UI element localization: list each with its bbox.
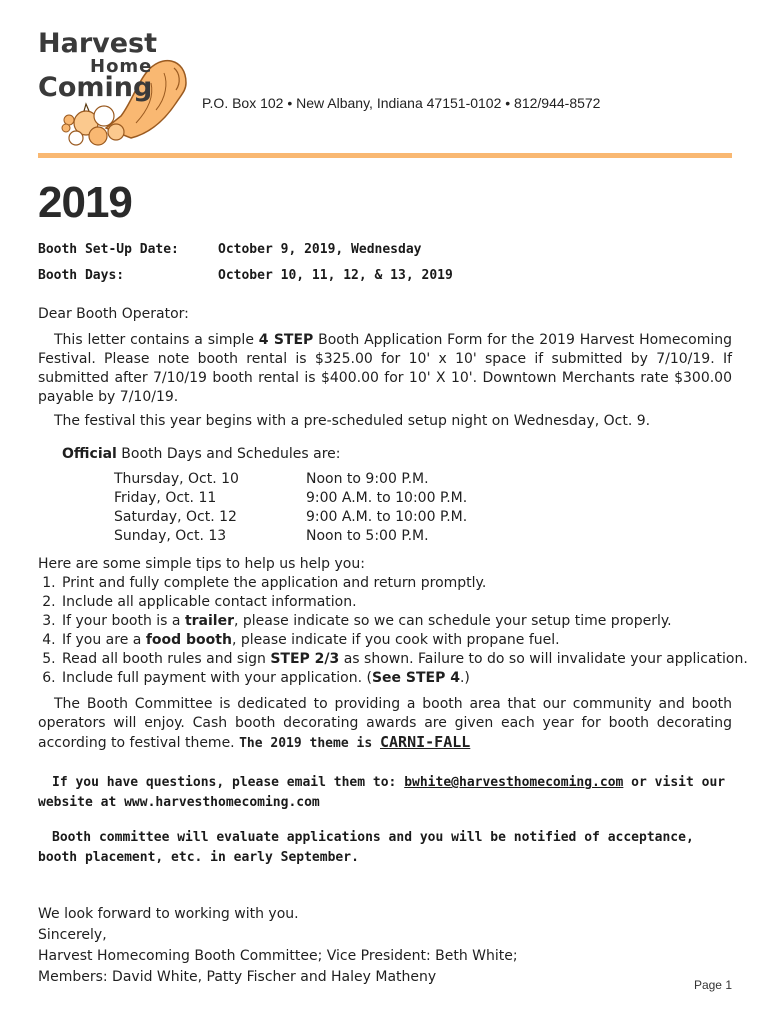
setup-date-value: October 9, 2019, Wednesday	[218, 242, 422, 257]
harvest-homecoming-logo	[36, 28, 196, 158]
intro-bold: 4 STEP	[258, 332, 314, 348]
tip-text: If your booth is a	[62, 613, 185, 629]
list-item	[60, 593, 738, 612]
tip-bold: See STEP 4	[371, 670, 460, 686]
closing-block	[38, 904, 518, 988]
header-divider	[38, 153, 732, 158]
theme-label: The 2019 theme is	[239, 736, 380, 751]
schedule-heading-bold: Official	[62, 446, 117, 462]
questions-text-1: If you have questions, please email them to:	[52, 775, 405, 790]
setup-date-label: Booth Set-Up Date:	[38, 242, 179, 257]
evaluation-paragraph: Booth committee will evaluate applications and you will be notified of acceptance, booth placement, etc. in early September.	[38, 830, 694, 865]
tip-bold: STEP 2/3	[270, 651, 340, 667]
list-item	[60, 574, 738, 593]
schedule-day: Saturday, Oct. 12	[114, 509, 237, 525]
setup-note: The festival this year begins with a pre-scheduled setup night on Wednesday, Oct. 9.	[54, 413, 651, 429]
schedule-table	[114, 470, 467, 546]
tip-bold: trailer	[184, 613, 234, 629]
email-link[interactable]: bwhite@harvesthomecoming.com	[404, 775, 624, 790]
tip-bold: food booth	[145, 632, 232, 648]
schedule-day: Thursday, Oct. 10	[114, 471, 239, 487]
tip-text: , please indicate so we can schedule your setup time properly.	[233, 613, 672, 629]
logo-line-3: Coming	[38, 72, 153, 103]
logo-line-1: Harvest	[38, 28, 158, 59]
tip-text: as shown. Failure to do so will invalidate your application.	[339, 651, 748, 667]
theme-name: CARNI-FALL	[379, 733, 471, 751]
tip-text: Include full payment with your application. (	[62, 670, 372, 686]
schedule-row	[114, 508, 467, 527]
questions-paragraph	[38, 773, 732, 813]
tip-text: If you are a	[62, 632, 146, 648]
schedule-time: Noon to 9:00 P.M.	[306, 471, 429, 487]
tip-text: Read all booth rules and sign	[62, 651, 271, 667]
page-title-year: 2019	[38, 178, 132, 227]
booth-days-value: October 10, 11, 12, & 13, 2019	[218, 268, 453, 283]
schedule-row	[114, 489, 467, 508]
intro-paragraph	[38, 331, 732, 407]
schedule-time: Noon to 5:00 P.M.	[306, 528, 429, 544]
intro-text-2: Booth Application Form for the 2019 Harvest Homecoming Festival. Please note booth rental is $325.00 for 10' x 10' space if submitted by 7/10/19. If submitted after 7/10/19 booth rental is $400.00 for 10' X 10'. Downtown Merchants rate $300.00 payable by 7/10/19.	[38, 332, 733, 405]
schedule-row	[114, 527, 467, 546]
tip-text: Print and fully complete the application and return promptly.	[62, 575, 487, 591]
schedule-day: Sunday, Oct. 13	[114, 528, 227, 544]
booth-days-row	[38, 268, 453, 283]
tip-text: Include all applicable contact information.	[62, 594, 357, 610]
tip-text: .)	[459, 670, 470, 686]
tips-list	[38, 574, 748, 688]
schedule-day: Friday, Oct. 11	[114, 490, 217, 506]
logo-line-2: Home	[90, 56, 153, 77]
tips-heading: Here are some simple tips to help us help you:	[38, 556, 365, 572]
greeting: Dear Booth Operator:	[38, 306, 189, 322]
questions-text-2: or visit our website at www.harvesthomecoming.com	[38, 775, 726, 810]
schedule-time: 9:00 A.M. to 10:00 P.M.	[306, 490, 468, 506]
closing-line: Sincerely,	[38, 927, 107, 943]
list-item	[60, 612, 738, 631]
setup-date-row	[38, 242, 422, 257]
list-item	[60, 669, 738, 688]
schedule-heading	[62, 445, 340, 464]
schedule-heading-rest: Booth Days and Schedules are:	[116, 446, 341, 462]
closing-line: We look forward to working with you.	[38, 906, 299, 922]
page-number: Page 1	[693, 978, 732, 992]
closing-line: Harvest Homecoming Booth Committee; Vice President: Beth White;	[38, 948, 518, 964]
schedule-row	[114, 470, 467, 489]
closing-line: Members: David White, Patty Fischer and Haley Matheny	[38, 969, 437, 985]
mailing-address: P.O. Box 102 • New Albany, Indiana 47151-0102 • 812/944-8572	[202, 95, 601, 111]
schedule-time: 9:00 A.M. to 10:00 P.M.	[306, 509, 468, 525]
booth-days-label: Booth Days:	[38, 268, 125, 283]
intro-text-1: This letter contains a simple	[54, 332, 259, 348]
committee-paragraph	[38, 695, 732, 753]
list-item	[60, 650, 748, 669]
list-item	[60, 631, 738, 650]
tip-text: , please indicate if you cook with propane fuel.	[231, 632, 560, 648]
committee-text: The Booth Committee is dedicated to providing a booth area that our community and booth operators will enjoy. Cash booth decorating awards are given each year for booth decorating according to festival theme.	[38, 696, 732, 751]
